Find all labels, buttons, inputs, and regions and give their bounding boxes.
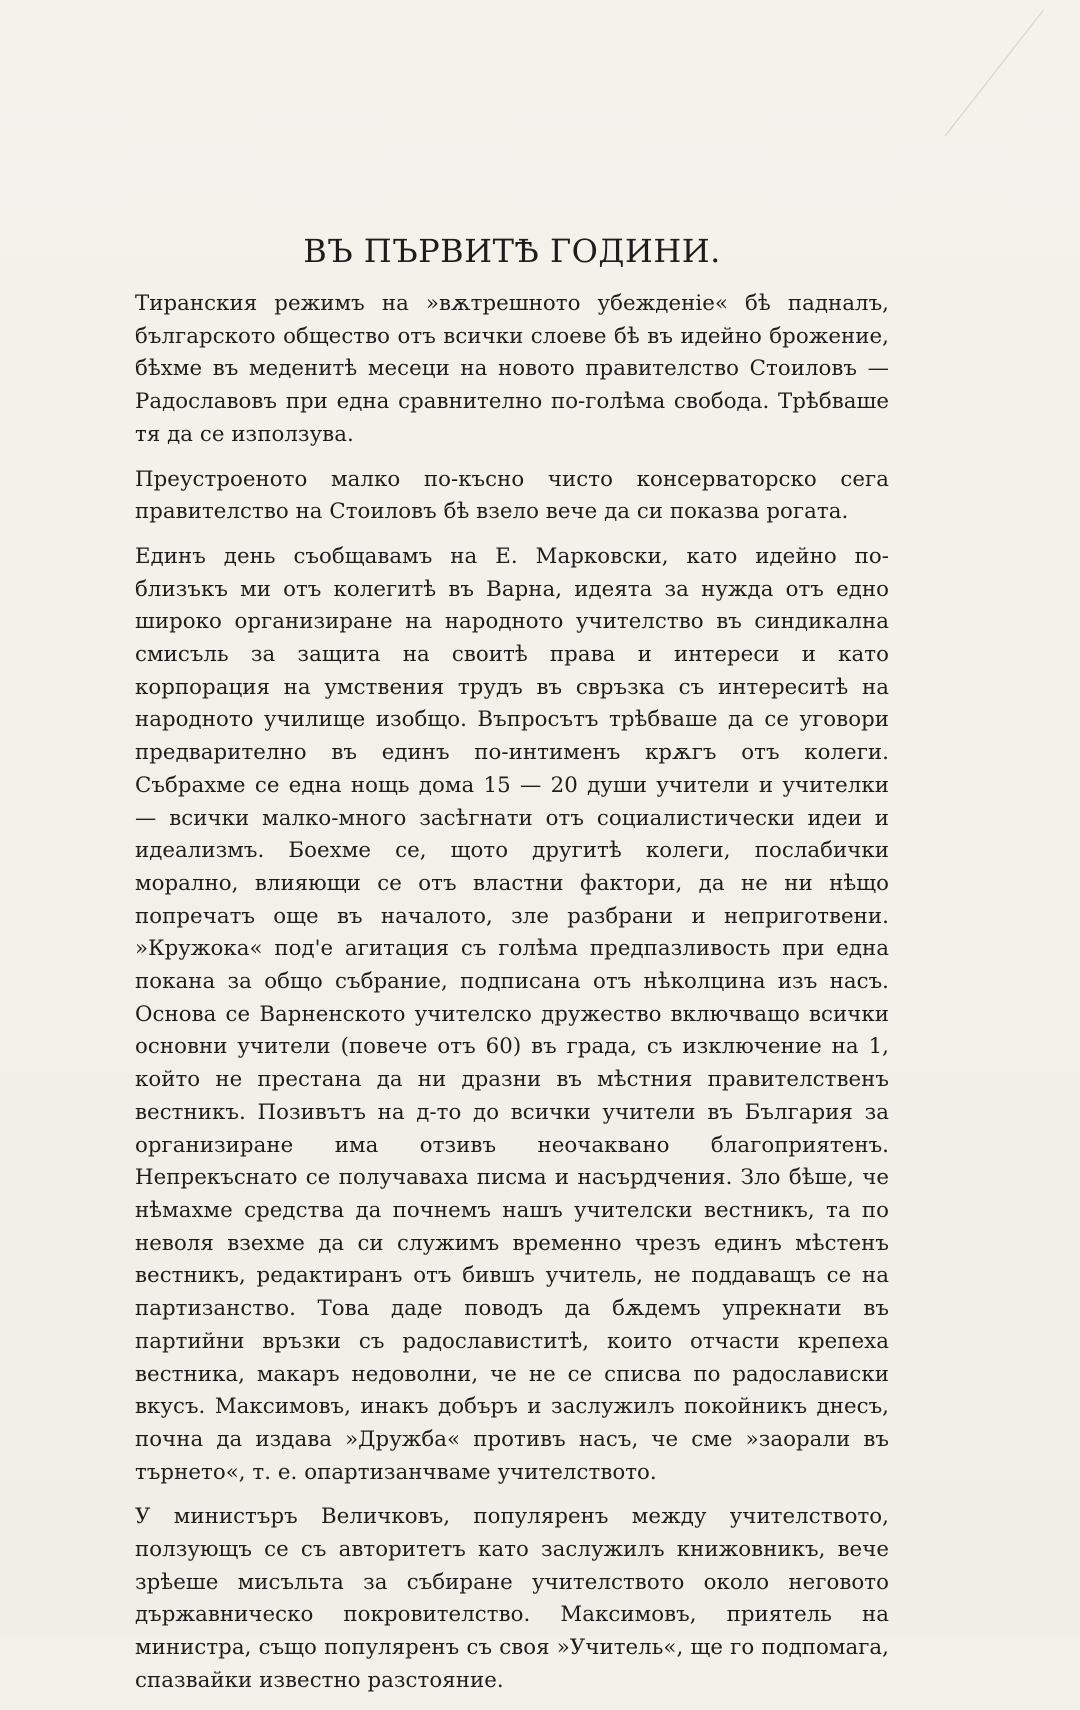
paragraph-3: Единъ день съобщавамъ на Е. Марковски, като идейно по-близъкъ ми отъ колегитѣ въ Варна, идеята за нужда отъ едно широко организиране на народното учителство въ синдикална смисъль за защита на своитѣ права и интереси и като корпорация на умствения трудъ въ свръзка съ интереситѣ на народното училище изобщо. Въпросътъ трѣбваше да се уговори предварително въ единъ по-интименъ крѫгъ отъ колеги. Събрахме се една нощь дома 15 — 20 души учители и учителки — всички малко-много засѣгнати отъ социалистически идеи и идеализмъ. Боехме се, щото другитѣ колеги, послабички морално, влияющи се отъ властни фактори, да не ни нѣщо попречатъ още въ началото, зле разбрани и неприготвени. »Кружока« под'е агитация съ голѣма предпазливость при една покана за общо събрание, подписана отъ нѣколцина изъ насъ. Основа се Варненското учителско дружество включващо всички основни учители (повече отъ 60) въ града, съ изключение на 1, който не престана да ни дразни въ мѣстния правителственъ вестникъ. Позивътъ на д-то до всички учители въ България за организиране има отзивъ неочаквано благоприятенъ. Непрекъснато се получаваха писма и насърдчения. Зло бѣше, че нѣмахме средства да почнемъ нашъ учителски вестникъ, та по неволя взехме да си служимъ временно чрезъ единъ мѣстенъ вестникъ, редактиранъ отъ бившъ учитель, не поддаващъ се на партизанство. Това даде поводъ да бѫдемъ упрекнати въ партийни връзки съ радославиститѣ, които отчасти крепеха вестника, макаръ недоволни, че не се списва по радослависки вкусъ. Максимовъ, инакъ добъръ и заслужилъ покойникъ днесъ, почна да издава »Дружба« противъ насъ, че сме »заорали въ търнето«, т. е. опартизанчваме учителството. bbox=[135, 543, 889, 1485]
paragraph-1: Тиранския режимъ на »вѫтрешното убежденiе« бѣ падналъ, българското общество отъ всички слоеве бѣ въ идейно брожение, бѣхме въ меденитѣ месеци на новото правителство Стоиловъ — Радославовъ при една сравнително по-голѣма свобода. Трѣбваше тя да се използува. bbox=[135, 291, 889, 447]
document-content bbox=[135, 232, 889, 1710]
paragraph-4: У министъръ Величковъ, популяренъ между учителството, ползующъ се съ авторитетъ като заслужилъ книжовникъ, вече зрѣеше мисъльта за събиране учителството около неговото държавническо покровителство. Максимовъ, приятель на министра, също популяренъ съ своя »Учитель«, ще го подпомага, спазвайки известно разстояние. bbox=[135, 1504, 889, 1693]
paragraph-2: Преустроеното малко по-късно чисто консерваторско сега правителство на Стоиловъ бѣ взело вече да си показва рогата. bbox=[135, 466, 889, 525]
paper-edge-line bbox=[945, 10, 1044, 137]
page-title: ВЪ ПЪРВИТѢ ГОДИНИ. bbox=[303, 232, 721, 270]
